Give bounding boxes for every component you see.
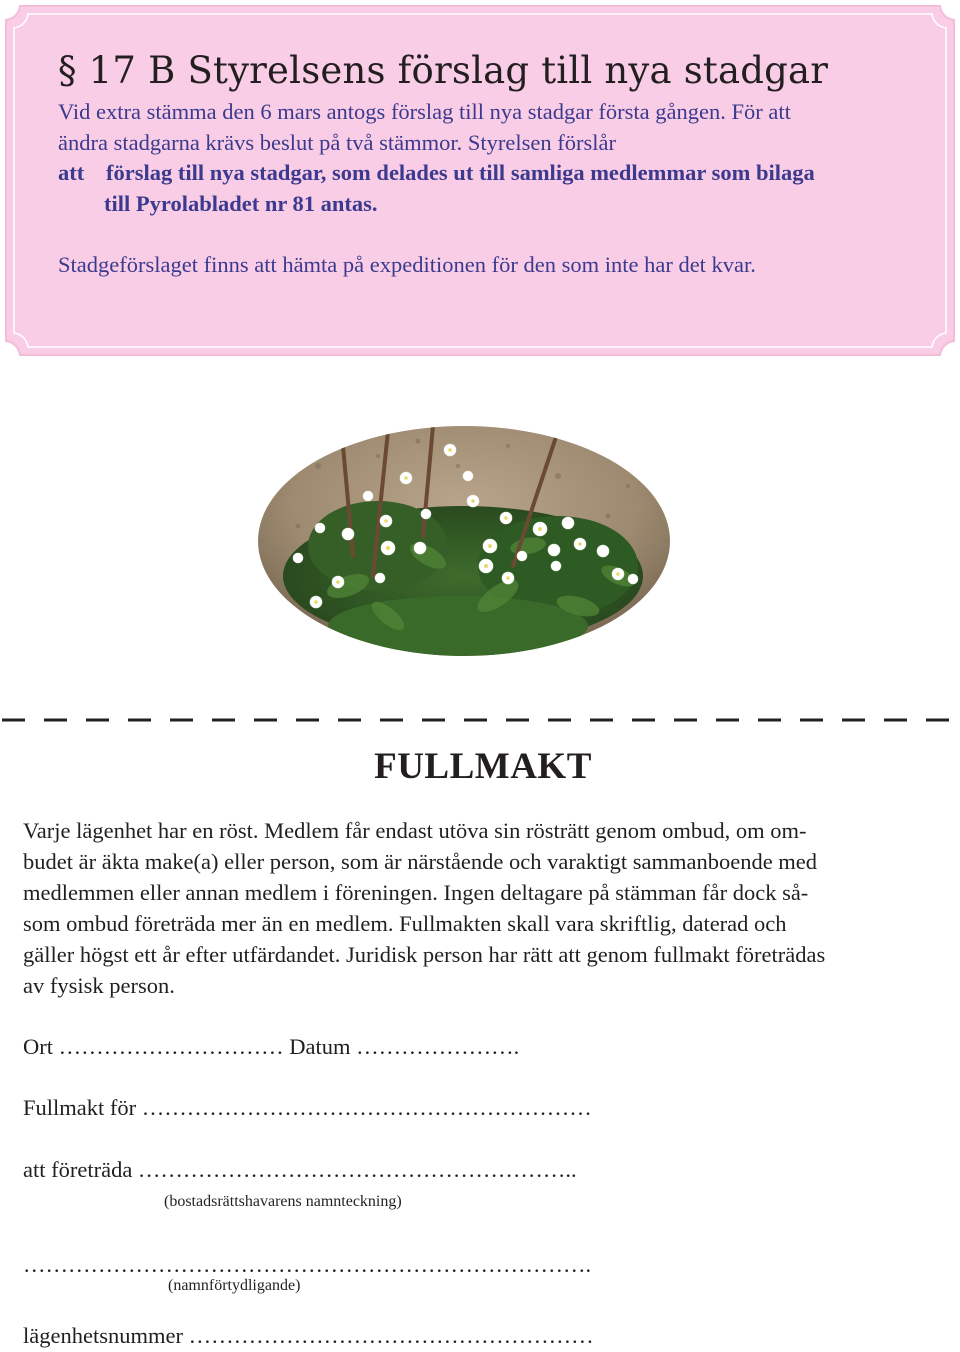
fullmakt-body-line-5: gäller högst ett år efter utfärdandet. Juridisk person har rätt att genom fullmakt företrädas bbox=[23, 942, 826, 967]
cut-line bbox=[0, 718, 960, 722]
notice-content bbox=[58, 40, 938, 281]
anemone-photo-image bbox=[258, 426, 670, 656]
fullmakt-body bbox=[23, 815, 943, 1001]
fullmakt-body-line-2: budet är äkta make(a) eller person, som är närstående och varaktigt sammanboende med bbox=[23, 849, 818, 874]
notice-title: § 17 B Styrelsens förslag till nya stadgar bbox=[58, 49, 829, 92]
proposal-line-2: till Pyrolabladet nr 81 antas. bbox=[104, 190, 378, 216]
notice-proposal bbox=[58, 158, 938, 189]
fullmakt-title: FULLMAKT bbox=[374, 746, 592, 787]
notice-note: Stadgeförslaget finns att hämta på expeditionen för den som inte har det kvar. bbox=[58, 252, 756, 277]
fullmakt-body-line-3: medlemmen eller annan medlem i föreningen. Ingen deltagare på stämman får dock så- bbox=[23, 880, 809, 905]
name-clarification-caption: (namnförtydligande) bbox=[168, 1277, 301, 1294]
fullmakt-body-line-4: som ombud företräda mer än en medlem. Fullmakten skall vara skriftlig, daterad och bbox=[23, 911, 787, 936]
apartment-number-field: lägenhetsnummer ……………………………………………… bbox=[23, 1323, 594, 1348]
fullmakt-body-line-1: Varje lägenhet har en röst. Medlem får endast utöva sin rösträtt genom ombud, om om- bbox=[23, 818, 807, 843]
fullmakt-for-field: Fullmakt för …………………………………………………… bbox=[23, 1095, 592, 1120]
fullmakt-body-line-6: av fysisk person. bbox=[23, 973, 175, 998]
signature-caption: (bostadsrättshavarens namnteckning) bbox=[164, 1193, 402, 1210]
att-label: att bbox=[58, 160, 85, 185]
att-foretrada-field: att företräda ………………………………………………….. bbox=[23, 1157, 577, 1182]
notice-box bbox=[2, 2, 958, 359]
proposal-line-1: förslag till nya stadgar, som delades ut till samliga medlemmar som bilaga bbox=[106, 160, 815, 185]
ort-datum-field: Ort ………………………… Datum …………………. bbox=[23, 1034, 520, 1059]
anemone-photo bbox=[258, 426, 670, 656]
notice-intro-line-1: Vid extra stämma den 6 mars antogs förslag till nya stadgar första gången. För att bbox=[58, 99, 791, 124]
name-clarification-field: …………………………………………………………………. bbox=[23, 1252, 592, 1277]
notice-intro-line-2: ändra stadgarna krävs beslut på två stämmor. Styrelsen förslår bbox=[58, 129, 616, 155]
